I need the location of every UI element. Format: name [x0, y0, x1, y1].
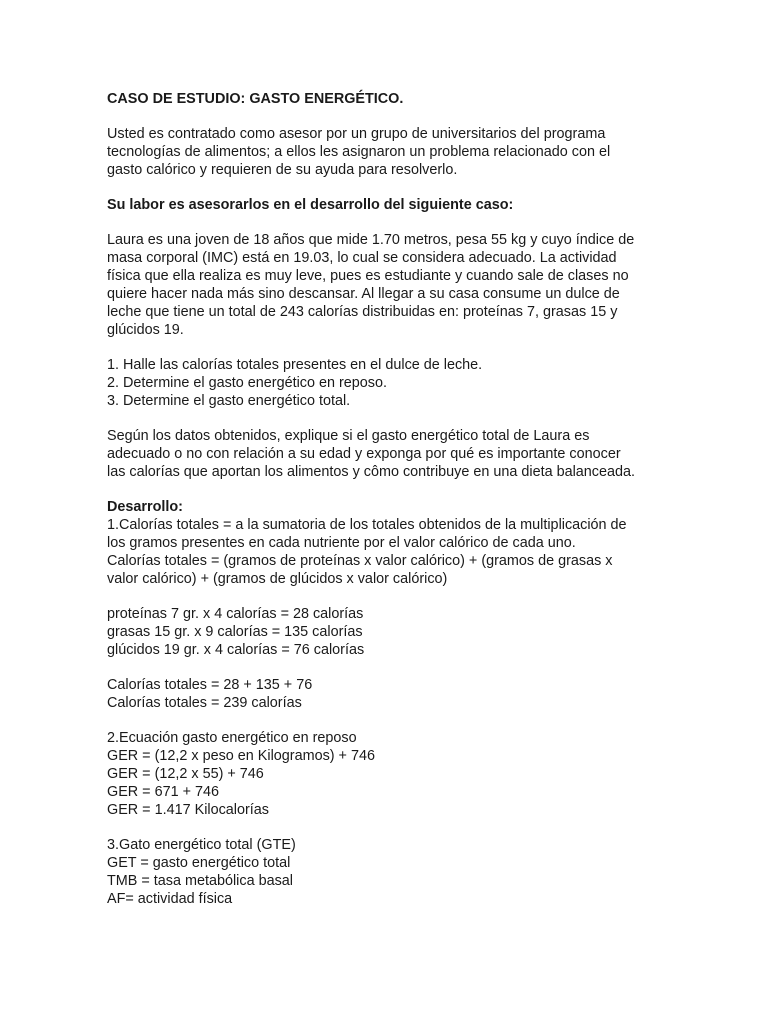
explain-paragraph	[107, 427, 667, 481]
total-calories	[107, 676, 667, 712]
text-line: adecuado o no con relación a su edad y exponga por qué es importante conocer	[107, 446, 621, 462]
calculation-line: 3.Gato energético total (GTE)	[107, 837, 296, 853]
text-line: 1.Calorías totales = a la sumatoria de los totales obtenidos de la multiplicación de	[107, 517, 627, 533]
questions-list	[107, 356, 667, 410]
case-paragraph	[107, 231, 667, 339]
text-line: las calorías que aportan los alimentos y cômo contribuye en una dieta balanceada.	[107, 464, 635, 480]
calculation-line: GER = (12,2 x 55) + 746	[107, 766, 264, 782]
text-line: Según los datos obtenidos, explique si el gasto energético total de Laura es	[107, 428, 590, 444]
text-line: leche que tiene un total de 243 calorías distribuidas en: proteínas 7, grasas 15 y	[107, 304, 618, 320]
text-line: Usted es contratado como asesor por un grupo de universitarios del programa	[107, 126, 606, 142]
spacer	[107, 214, 667, 231]
development-heading: Desarrollo:	[107, 499, 183, 515]
spacer	[107, 410, 667, 427]
spacer	[107, 819, 667, 836]
text-line: quiere hacer nada más sino descansar. Al llegar a su casa consume un dulce de	[107, 286, 620, 302]
intro-paragraph	[107, 125, 667, 179]
calculation-line: AF= actividad física	[107, 891, 233, 907]
text-line: física que ella realiza es muy leve, pues es estudiante y cuando sale de clases no	[107, 268, 629, 284]
question-item: 1. Halle las calorías totales presentes en el dulce de leche.	[107, 357, 483, 373]
development-intro	[107, 516, 667, 588]
calculation-line: Calorías totales = 28 + 135 + 76	[107, 677, 313, 693]
question-item: 3. Determine el gasto energético total.	[107, 393, 351, 409]
calculation-line: GER = 1.417 Kilocalorías	[107, 802, 269, 818]
text-line: valor calórico) + (gramos de glúcidos x valor calórico)	[107, 571, 448, 587]
text-line: masa corporal (IMC) está en 19.03, lo cual se considera adecuado. La actividad	[107, 250, 617, 266]
gte-section	[107, 836, 667, 908]
calculation-line: glúcidos 19 gr. x 4 calorías = 76 calorías	[107, 642, 365, 658]
spacer	[107, 659, 667, 676]
calculation-line: GET = gasto energético total	[107, 855, 291, 871]
text-line: gasto calórico y requieren de su ayuda para resolverlo.	[107, 162, 458, 178]
question-item: 2. Determine el gasto energético en reposo.	[107, 375, 387, 391]
calculation-line: grasas 15 gr. x 9 calorías = 135 calorías	[107, 624, 363, 640]
text-line: tecnologías de alimentos; a ellos les asignaron un problema relacionado con el	[107, 144, 611, 160]
task-heading: Su labor es asesorarlos en el desarrollo del siguiente caso:	[107, 197, 514, 213]
calculation-line: TMB = tasa metabólica basal	[107, 873, 293, 889]
ger-section	[107, 729, 667, 819]
nutrient-calculations	[107, 605, 667, 659]
text-line: Calorías totales = (gramos de proteínas x valor calórico) + (gramos de grasas x	[107, 553, 613, 569]
calculation-line: GER = (12,2 x peso en Kilogramos) + 746	[107, 748, 375, 764]
spacer	[107, 588, 667, 605]
calculation-line: Calorías totales = 239 calorías	[107, 695, 302, 711]
calculation-line: proteínas 7 gr. x 4 calorías = 28 calorías	[107, 606, 364, 622]
text-line: glúcidos 19.	[107, 322, 184, 338]
spacer	[107, 481, 667, 498]
spacer	[107, 179, 667, 196]
document-title: CASO DE ESTUDIO: GASTO ENERGÉTICO.	[107, 91, 404, 107]
calculation-line: GER = 671 + 746	[107, 784, 220, 800]
spacer	[107, 712, 667, 729]
text-line: Laura es una joven de 18 años que mide 1.70 metros, pesa 55 kg y cuyo índice de	[107, 232, 635, 248]
text-line: los gramos presentes en cada nutriente por el valor calórico de cada uno.	[107, 535, 576, 551]
spacer	[107, 108, 667, 125]
calculation-line: 2.Ecuación gasto energético en reposo	[107, 730, 357, 746]
spacer	[107, 339, 667, 356]
document-page	[107, 90, 667, 908]
